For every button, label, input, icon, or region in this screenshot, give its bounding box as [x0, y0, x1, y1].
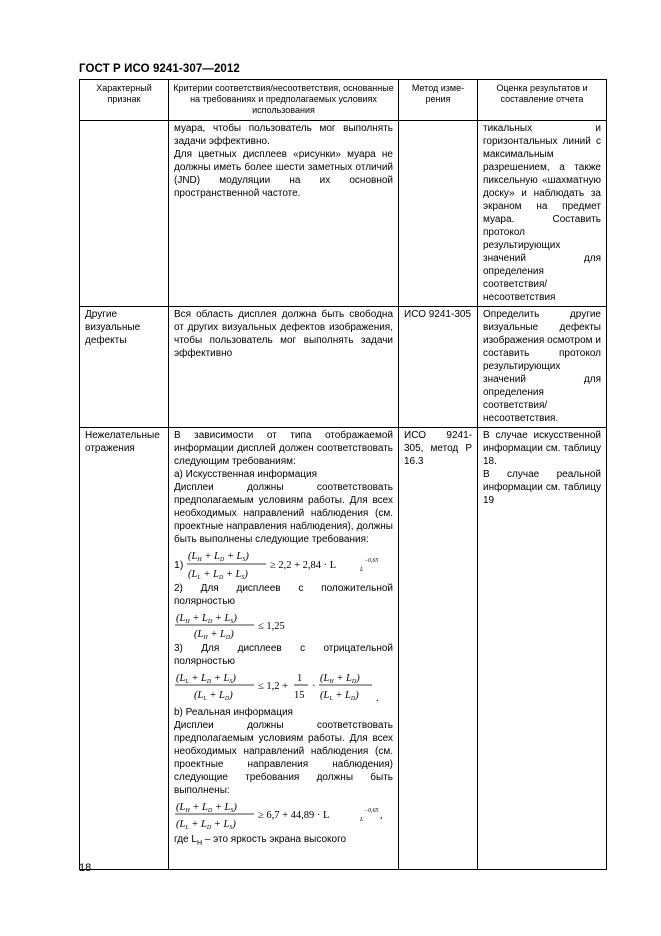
real-info-heading: b) Реальная информация — [174, 707, 293, 718]
formula-4-rhs: ≥ 6,7 + 44,89 · L — [258, 810, 330, 821]
real-info-text: Дисплеи должны соответствовать предполагаемым условиям работы. Для всех необходимых направлений наблюдения (см. проектные направления наблюдения) следующие требования должны быть выполнены: — [174, 720, 393, 796]
svg-text:(LH + LD + LS): (LH + LD + LS) — [176, 802, 237, 814]
feature-cell: Другие визуальные дефекты — [80, 307, 169, 428]
column-header-feature: Характерный признак — [80, 80, 169, 121]
method-cell: ИСО 9241-305, метод Р 16.3 — [399, 428, 478, 870]
svg-text:(LH + LD + LS): (LH + LD + LS) — [188, 551, 249, 563]
artificial-info-heading: a) Искусственная информация — [174, 469, 317, 480]
criteria-paragraph: муара, чтобы пользователь мог выполнять задачи эффективно. — [174, 123, 393, 147]
formula-3 — [174, 669, 393, 705]
formula-4 — [174, 798, 393, 832]
svg-text:(LL + LD + LS): (LL + LD + LS) — [188, 569, 248, 581]
svg-text:L: L — [360, 567, 364, 573]
svg-text:(LL + LD + LS): (LL + LD + LS) — [176, 819, 236, 831]
formula-1 — [174, 547, 393, 581]
svg-text:·: · — [312, 681, 316, 692]
method-cell — [399, 121, 478, 307]
artificial-info-text: Дисплеи должны соответствовать предполагаемым условиям работы. Для всех необходимых направлений наблюдения (см. проектные направления наблюдения), должны быть выполнены следующие требования: — [174, 482, 393, 545]
where-subscript: H — [196, 840, 202, 847]
where-text: где L — [174, 834, 197, 845]
table-row — [80, 121, 607, 307]
criteria-cell — [169, 307, 399, 428]
column-header-evaluation: Оценка результатов и составление отчета — [478, 80, 607, 121]
criteria-cell — [169, 121, 399, 307]
svg-text:,: , — [380, 810, 383, 821]
svg-text:1: 1 — [297, 673, 303, 684]
criteria-cell — [169, 428, 399, 870]
formula-1-exponent: −0,65 — [364, 558, 379, 564]
svg-text:(LH + LD): (LH + LD) — [320, 673, 360, 685]
svg-text:(LH + LD): (LH + LD) — [194, 629, 234, 641]
svg-text:(LL + LD): (LL + LD) — [194, 690, 233, 702]
svg-text:15: 15 — [294, 690, 305, 701]
evaluation-cell: тикальных и горизонтальных линий с максимальным разрешением, а также пиксельную «шахматную доску» и наблюдать за экраном на предмет муара. Составить протокол результирующих значений для определения соответствия/несоответствия — [478, 121, 607, 307]
requirements-table — [79, 79, 607, 870]
evaluation-cell: Определить другие визуальные дефекты изображения осмотром и составить протокол результирующих значений для определения соответствия/несоответствия. — [478, 307, 607, 428]
evaluation-cell: В случае искусственной информации см. таблицу 18. В случае реальной информации см. таблицу 19 — [478, 428, 607, 870]
column-header-method: Метод изме-рения — [399, 80, 478, 121]
criteria-intro: В зависимости от типа отображаемой информации дисплей должен соответствовать следующим требованиям: — [174, 430, 393, 467]
where-rest: – это яркость экрана высокого — [202, 834, 347, 845]
feature-cell: Нежелательные отражения — [80, 428, 169, 870]
formula-4-exponent: −0,65 — [364, 808, 379, 814]
formula-2-rhs: ≤ 1,25 — [258, 621, 285, 632]
formula-1-label: 1) — [174, 559, 184, 571]
svg-text:(LL + LD): (LL + LD) — [320, 690, 359, 702]
formula-3-rhs: ≤ 1,2 + — [258, 681, 289, 692]
where-clause — [174, 833, 393, 850]
svg-text:L: L — [360, 817, 364, 823]
svg-text:.: . — [376, 693, 379, 704]
document-header: ГОСТ Р ИСО 9241-307—2012 — [79, 63, 240, 75]
table-row — [80, 307, 607, 428]
criteria-paragraph: Для цветных дисплеев «рисунки» муара не должны иметь более шести заметных отличий (JND) модуляции на их основной пространственной частоте. — [174, 149, 393, 199]
positive-polarity-item: 2) Для дисплеев с положительной полярностью — [174, 583, 393, 607]
svg-text:(LH + LD + LS): (LH + LD + LS) — [176, 613, 237, 625]
table-row — [80, 428, 607, 870]
page-number: 18 — [79, 862, 92, 874]
method-cell: ИСО 9241-305 — [399, 307, 478, 428]
svg-text:(LL + LD + LS): (LL + LD + LS) — [176, 673, 236, 685]
formula-1-rhs: ≥ 2,2 + 2,84 · L — [270, 560, 337, 571]
feature-cell — [80, 121, 169, 307]
negative-polarity-item: 3) Для дисплеев с отрицательной полярностью — [174, 643, 393, 667]
column-header-criteria: Критерии соответствия/несоответствия, основанные на требованиях и предполагаемых условиях использования — [169, 80, 399, 121]
formula-2 — [174, 609, 393, 641]
criteria-paragraph: Вся область дисплея должна быть свободна от других визуальных дефектов изображения, чтобы пользователь мог выполнять задачи эффективно — [174, 309, 393, 359]
table-header-row — [80, 80, 607, 121]
